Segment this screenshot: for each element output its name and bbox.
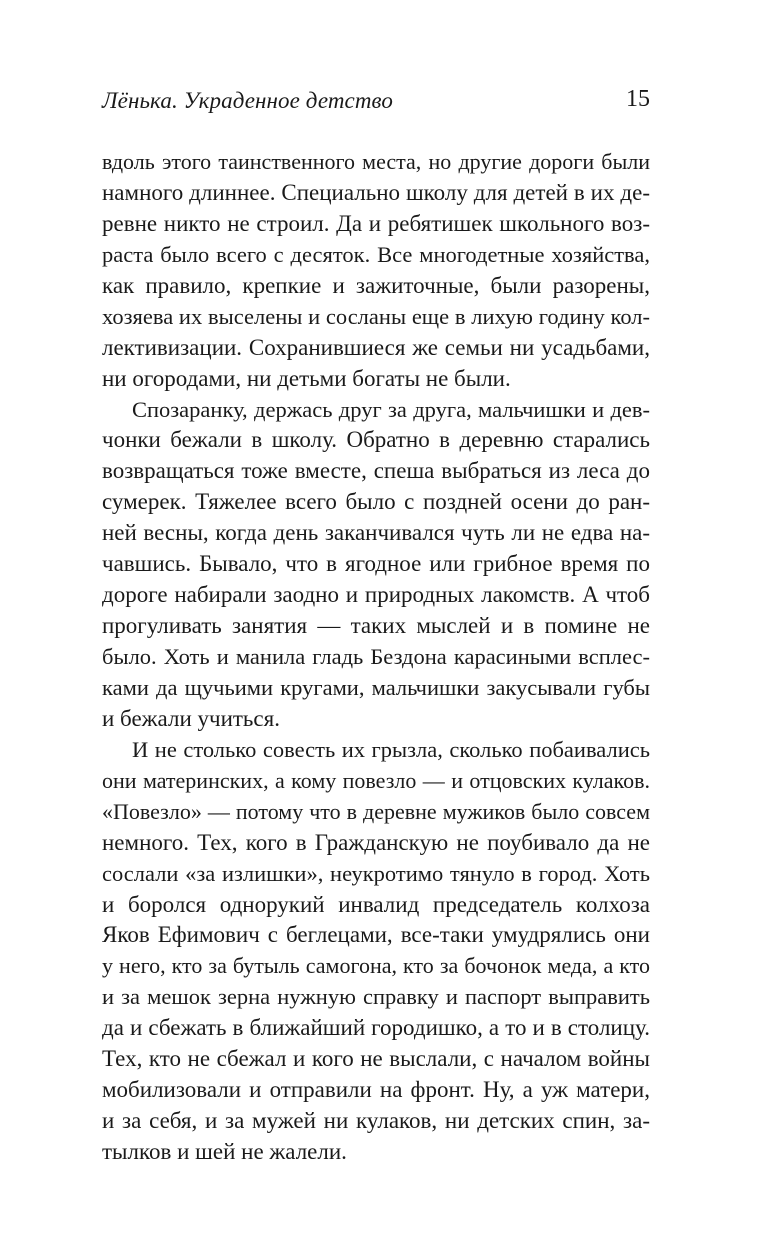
- text-line: дороге набирали заодно и природных лакомств. А чтоб: [102, 582, 650, 608]
- text-line: ней весны, когда день заканчивался чуть ли не едва на-: [102, 520, 650, 546]
- text-line: у него, кто за бутыль самогона, кто за бочонок меда, а кто: [102, 953, 650, 979]
- text-line: сослали «за излишки», неукротимо тянуло в город. Хоть: [102, 860, 650, 886]
- text-line: ревне никто не строил. Да и ребятишек школьного воз-: [102, 210, 650, 236]
- text-line: ни огородами, ни детьми богаты не были.: [102, 365, 511, 391]
- text-line: возвращаться тоже вместе, спеша выбраться из леса до: [102, 458, 650, 484]
- text-line: немного. Тех, кого в Гражданскую не поубивало да не: [102, 829, 650, 855]
- text-line: чавшись. Бывало, что в ягодное или грибное время по: [102, 551, 650, 577]
- text-line: и боролся однорукий инвалид председатель колхоза: [102, 891, 650, 917]
- text-line: намного длиннее. Специально школу для детей в их де-: [102, 179, 650, 205]
- text-line: они материнских, а кому повезло — и отцовских кулаков.: [102, 767, 650, 793]
- text-line: как правило, крепкие и зажиточные, были разорены,: [102, 272, 650, 298]
- text-line: Спозаранку, держась друг за друга, мальчишки и дев-: [132, 396, 650, 422]
- text-line: мобилизовали и отправили на фронт. Ну, а уж матери,: [102, 1077, 650, 1103]
- text-line: раста было всего с десяток. Все многодетные хозяйства,: [102, 241, 650, 267]
- running-title: Лёнька. Украденное детство: [102, 88, 393, 113]
- text-line: Тех, кто не сбежал и кого не выслали, с началом войны: [102, 1046, 650, 1072]
- text-line: И не столько совесть их грызла, сколько побаивались: [132, 736, 650, 762]
- text-line: и за мешок зерна нужную справку и паспорт выправить: [102, 984, 650, 1010]
- body-text: [102, 147, 650, 1168]
- text-line: тылков и шей не жалели.: [102, 1139, 347, 1164]
- text-line: лективизации. Сохранившиеся же семьи ни усадьбами,: [102, 334, 650, 360]
- text-line: чонки бежали в школу. Обратно в деревню старались: [102, 427, 650, 453]
- text-line: «Повезло» — потому что в деревне мужиков было совсем: [102, 798, 650, 824]
- text-line: Яков Ефимович с беглецами, все-таки умудрялись они: [102, 922, 650, 948]
- text-line: прогуливать занятия — таких мыслей и в помине не: [102, 613, 650, 639]
- text-line: было. Хоть и манила гладь Бездона карасиными всплес-: [102, 644, 650, 669]
- page-number: 15: [626, 86, 650, 112]
- text-line: сумерек. Тяжелее всего было с поздней осени до ран-: [102, 489, 650, 515]
- text-line: вдоль этого таинственного места, но другие дороги были: [102, 149, 650, 174]
- text-line: и бежали учиться.: [102, 705, 280, 731]
- text-line: ками да щучьими кругами, мальчишки закусывали губы: [102, 674, 650, 700]
- text-line: хозяева их выселены и сосланы еще в лихую годину кол-: [102, 303, 650, 329]
- text-line: и за себя, и за мужей ни кулаков, ни детских спин, за-: [102, 1108, 650, 1134]
- text-line: да и сбежать в ближайший городишко, а то и в столицу.: [102, 1015, 650, 1041]
